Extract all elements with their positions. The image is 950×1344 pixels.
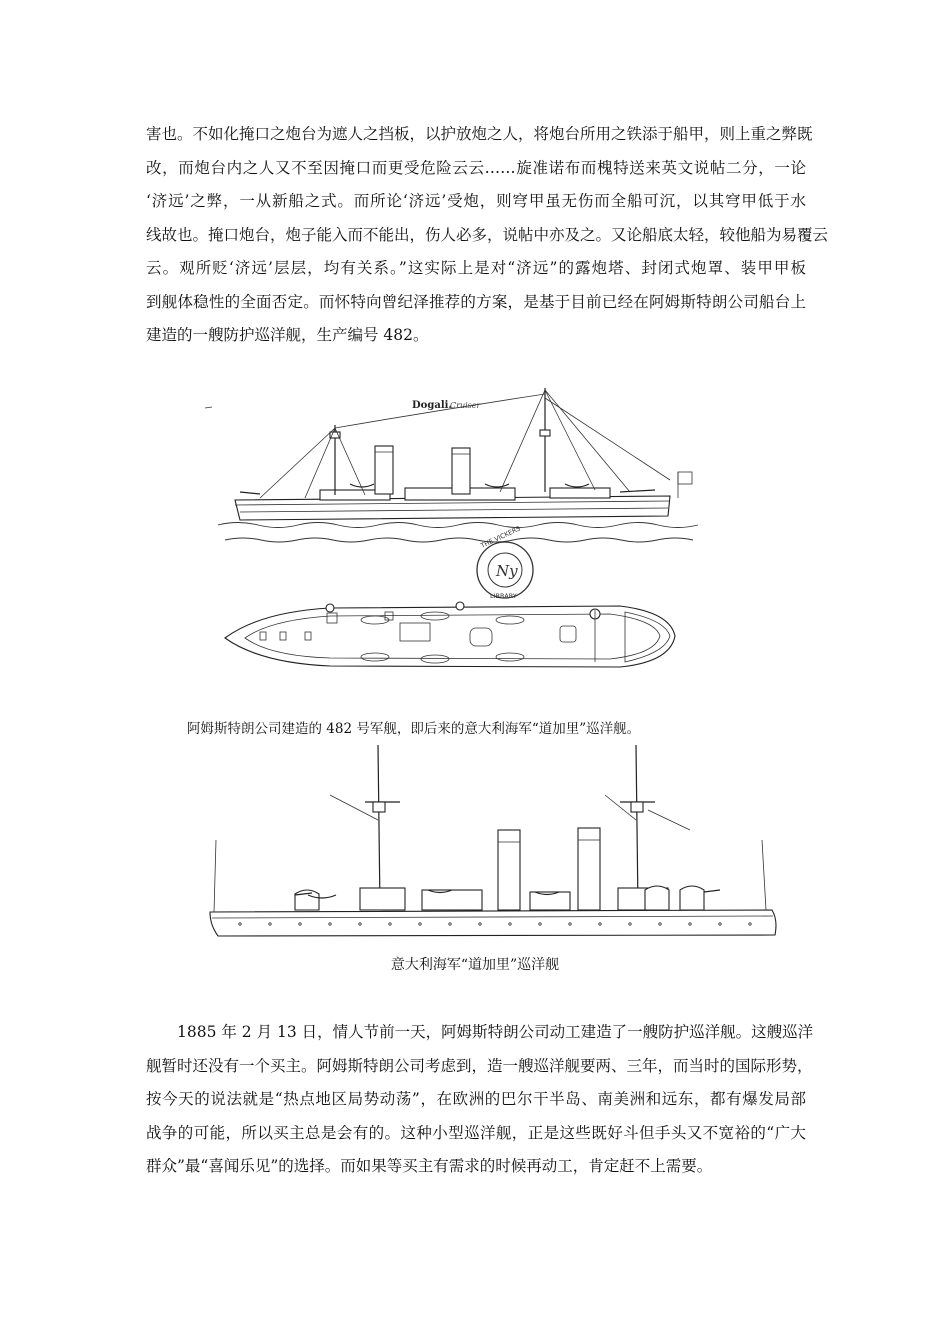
text-line: 线故也。掩口炮台，炮子能入而不能出，伤人必多，说帖中亦及之。又论船底太轻，较他船为易覆云	[146, 225, 829, 244]
text-line: 1885 年 2 月 13 日，情人节前一天，阿姆斯特朗公司动工建造了一艘防护巡洋舰。这艘巡洋	[177, 1023, 814, 1041]
foremast	[378, 745, 380, 908]
svg-text:Ny: Ny	[496, 562, 518, 580]
drawing-subtitle-text: Cruiser	[450, 401, 481, 410]
svg-text:THE VICKERS: THE VICKERS	[479, 524, 522, 550]
text-line: 改，而炮台内之人又不至因掩口而更受危险云云……旋准诺布而槐特送来英文说帖二分，一论	[146, 158, 806, 177]
body-paragraph-1	[146, 118, 829, 353]
funnel-fore	[375, 446, 393, 494]
text-line: 建造的一艘防护巡洋舰，生产编号 482。	[146, 326, 429, 344]
ship-drawing-profile-and-plan	[200, 380, 720, 680]
svg-text:LIBRARY: LIBRARY	[490, 592, 517, 600]
figure-1-caption: 阿姆斯特朗公司建造的 482 号军舰，即后来的意大利海军“道加里”巡洋舰。	[187, 721, 641, 737]
text-line: 战争的可能，所以买主总是会有的。这种小型巡洋舰，正是这些既好斗但手头又不宽裕的“广大	[146, 1123, 806, 1142]
funnel-aft	[452, 448, 470, 494]
text-line: 云。观所贬‘济远’层层，均有关系。”这实际上是对“济远”的露炮塔、封闭式炮罩、装甲甲板	[146, 259, 806, 277]
text-line: 到舰体稳性的全面否定。而怀特向曾纪泽推荐的方案，是基于目前已经在阿姆斯特朗公司船台上	[146, 292, 806, 311]
drawing-title-text: Dogali.	[412, 400, 452, 411]
ship-drawing-dogali-profile	[200, 740, 790, 950]
text-line: 舰暂时还没有一个买主。阿姆斯特朗公司考虑到，造一艘巡洋舰要两、三年，而当时的国际形势，	[146, 1056, 813, 1075]
text-line: 害也。不如化掩口之炮台为遮人之挡板，以护放炮之人，将炮台所用之铁添于船甲，则上重之弊既	[146, 125, 813, 143]
mainmast	[636, 745, 638, 908]
figure-2-caption: 意大利海军“道加里”巡洋舰	[390, 957, 560, 973]
body-paragraph-2	[146, 1016, 814, 1184]
text-line: ‘济远’之弊，一从新船之式。而所论‘济远’受炮，则穹甲虽无伤而全船可沉，以其穹甲低于水	[146, 192, 806, 210]
text-line: 按今天的说法就是“热点地区局势动荡”，在欧洲的巴尔干半岛、南美洲和远东，都有爆发局部	[146, 1090, 806, 1108]
library-stamp	[477, 524, 533, 600]
text-line: 群众”最“喜闻乐见”的选择。而如果等买主有需求的时候再动工，肯定赶不上需要。	[146, 1157, 713, 1175]
